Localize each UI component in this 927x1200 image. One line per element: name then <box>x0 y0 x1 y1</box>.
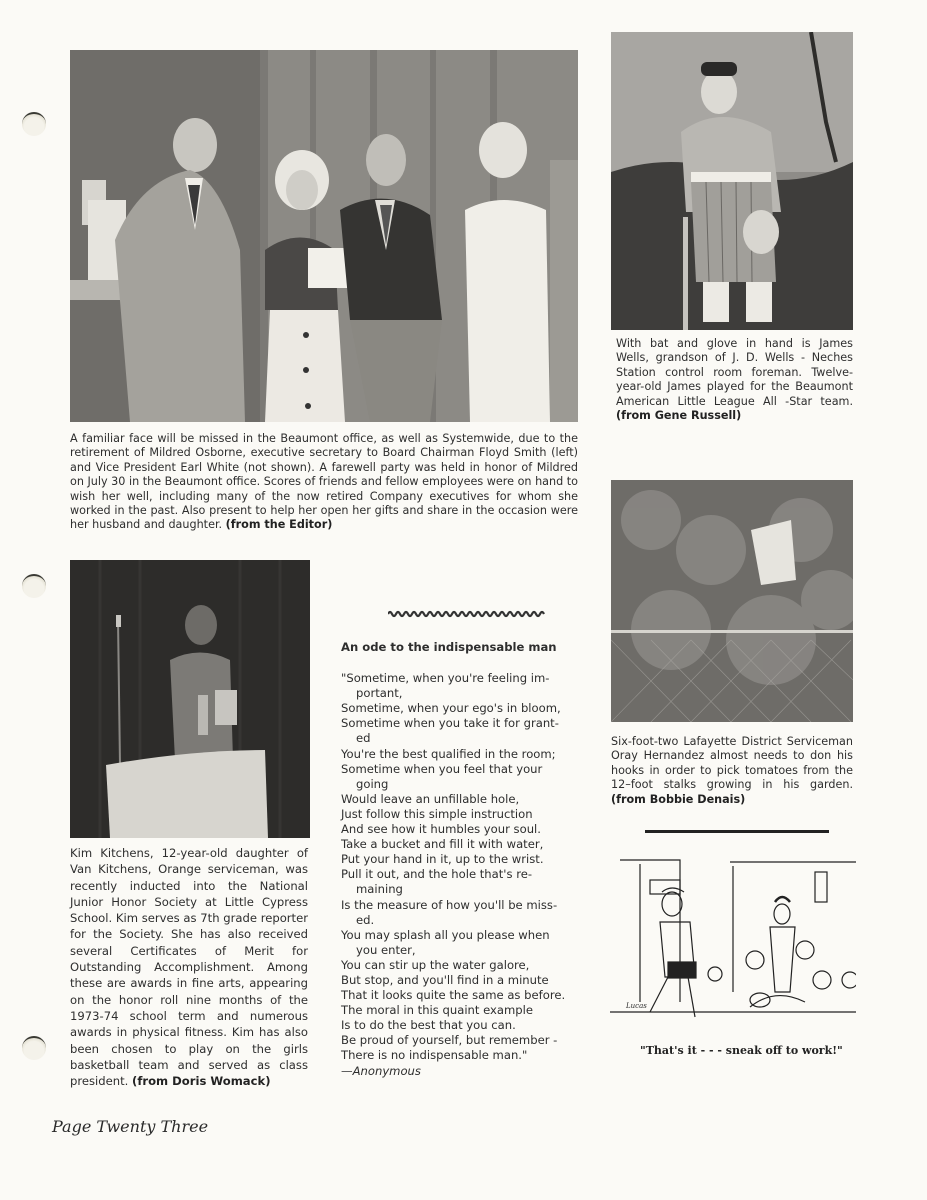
poem-title: An ode to the indispensable man <box>341 640 557 654</box>
little-league-photo <box>611 32 853 330</box>
tomato-garden-photo <box>611 480 853 722</box>
section-divider-rule <box>645 830 829 833</box>
poem-line: Take a bucket and fill it with water, <box>341 837 544 852</box>
poem-line: portant, <box>356 686 403 701</box>
caption-credit: (from Doris Womack) <box>132 1074 271 1089</box>
poem-line: There is no indispensable man." <box>341 1048 528 1063</box>
cartoon-caption: "That's it - - - sneak off to work!" <box>640 1044 843 1057</box>
poem-line: Sometime when you take it for grant- <box>341 716 559 731</box>
poem-line: And see how it humbles your soul. <box>341 822 541 837</box>
caption-credit: (from the Editor) <box>225 518 333 532</box>
poem-line: Sometime, when your ego's in bloom, <box>341 701 561 716</box>
poem-signature: —Anonymous <box>341 1063 421 1078</box>
poem-line: You're the best qualified in the room; <box>341 746 556 761</box>
caption-credit: (from Bobbie Denais) <box>611 792 746 806</box>
poem-line: Be proud of yourself, but remember - <box>341 1033 558 1048</box>
cartoon-illustration <box>610 852 856 1032</box>
poem-line: going <box>356 776 389 791</box>
honor-society-photo <box>70 560 310 838</box>
retirement-caption <box>70 432 578 533</box>
poem-line: Sometime when you feel that your <box>341 761 543 776</box>
poem-line: But stop, and you'll find in a minute <box>341 972 549 987</box>
poem-line: ed. <box>356 912 375 927</box>
little-league-caption <box>616 337 853 423</box>
poem-line: ed <box>356 731 371 746</box>
poem-lines <box>341 671 577 1063</box>
poem-line: Put your hand in it, up to the wrist. <box>341 852 544 867</box>
caption-text: With bat and glove in hand is James Wells, grandson of J. D. Wells - Neches Station control room foreman. Twelve-year-old James played for the Beaumont American Little League All -Star team. <box>616 337 853 408</box>
poem-line: "Sometime, when you're feeling im- <box>341 671 550 686</box>
poem-line: Just follow this simple instruction <box>341 806 533 821</box>
poem-line: you enter, <box>356 942 416 957</box>
poem-line: maining <box>356 882 403 897</box>
binder-hole <box>22 112 46 136</box>
poem-line: Would leave an unfillable hole, <box>341 791 520 806</box>
poem-line: You may splash all you please when <box>341 927 550 942</box>
binder-hole <box>22 574 46 598</box>
poem-line: Is to do the best that you can. <box>341 1018 516 1033</box>
binder-hole <box>22 1036 46 1060</box>
decorative-wavy-rule <box>388 603 546 611</box>
poem <box>341 640 577 1079</box>
caption-text: Six-foot-two Lafayette District Serviceman Oray Hernandez almost needs to don his hooks in order to pick tomatoes from the 12–foot stalks growing in his garden. <box>611 735 853 792</box>
poem-line: That it looks quite the same as before. <box>341 988 566 1003</box>
page-number: Page Twenty Three <box>52 1117 209 1136</box>
caption-text: A familiar face will be missed in the Beaumont office, as well as Systemwide, due to the retirement of Mildred Osborne, executive secretary to Board Chairman Floyd Smith (left) and Vice President Earl White (not shown). A farewell party was held in honor of Mildred on July 30 in the Beaumont office. Scores of friends and fellow employees were on hand to wish her well, including many of the now retired Company executives for whom she worked in the past. Also present to help her open her gifts and share in the occasion were her husband and daughter. <box>70 432 578 532</box>
poem-line: Is the measure of how you'll be miss- <box>341 897 558 912</box>
caption-text: Kim Kitchens, 12-year-old daughter of Van Kitchens, Orange serviceman, was recently inducted into the National Junior Honor Society at Little Cypress School. Kim serves as 7th grade reporter for the Society. She has also received several Certificates of Merit for Outstanding Accomplishment. Among these are awards in fine arts, appearing on the honor roll nine months of the 1973-74 school term and numerous awards in physical fitness. Kim has also been chosen to play on the girls basketball team and served as class president. <box>70 846 308 1089</box>
cartoon-artist-signature: Lucas <box>626 1002 647 1010</box>
retirement-photo <box>70 50 578 422</box>
poem-line: The moral in this quaint example <box>341 1003 534 1018</box>
honor-society-caption <box>70 845 308 1089</box>
caption-credit: (from Gene Russell) <box>616 409 742 423</box>
tomato-caption <box>611 735 853 807</box>
poem-line: Pull it out, and the hole that's re- <box>341 867 533 882</box>
poem-line: You can stir up the water galore, <box>341 957 530 972</box>
